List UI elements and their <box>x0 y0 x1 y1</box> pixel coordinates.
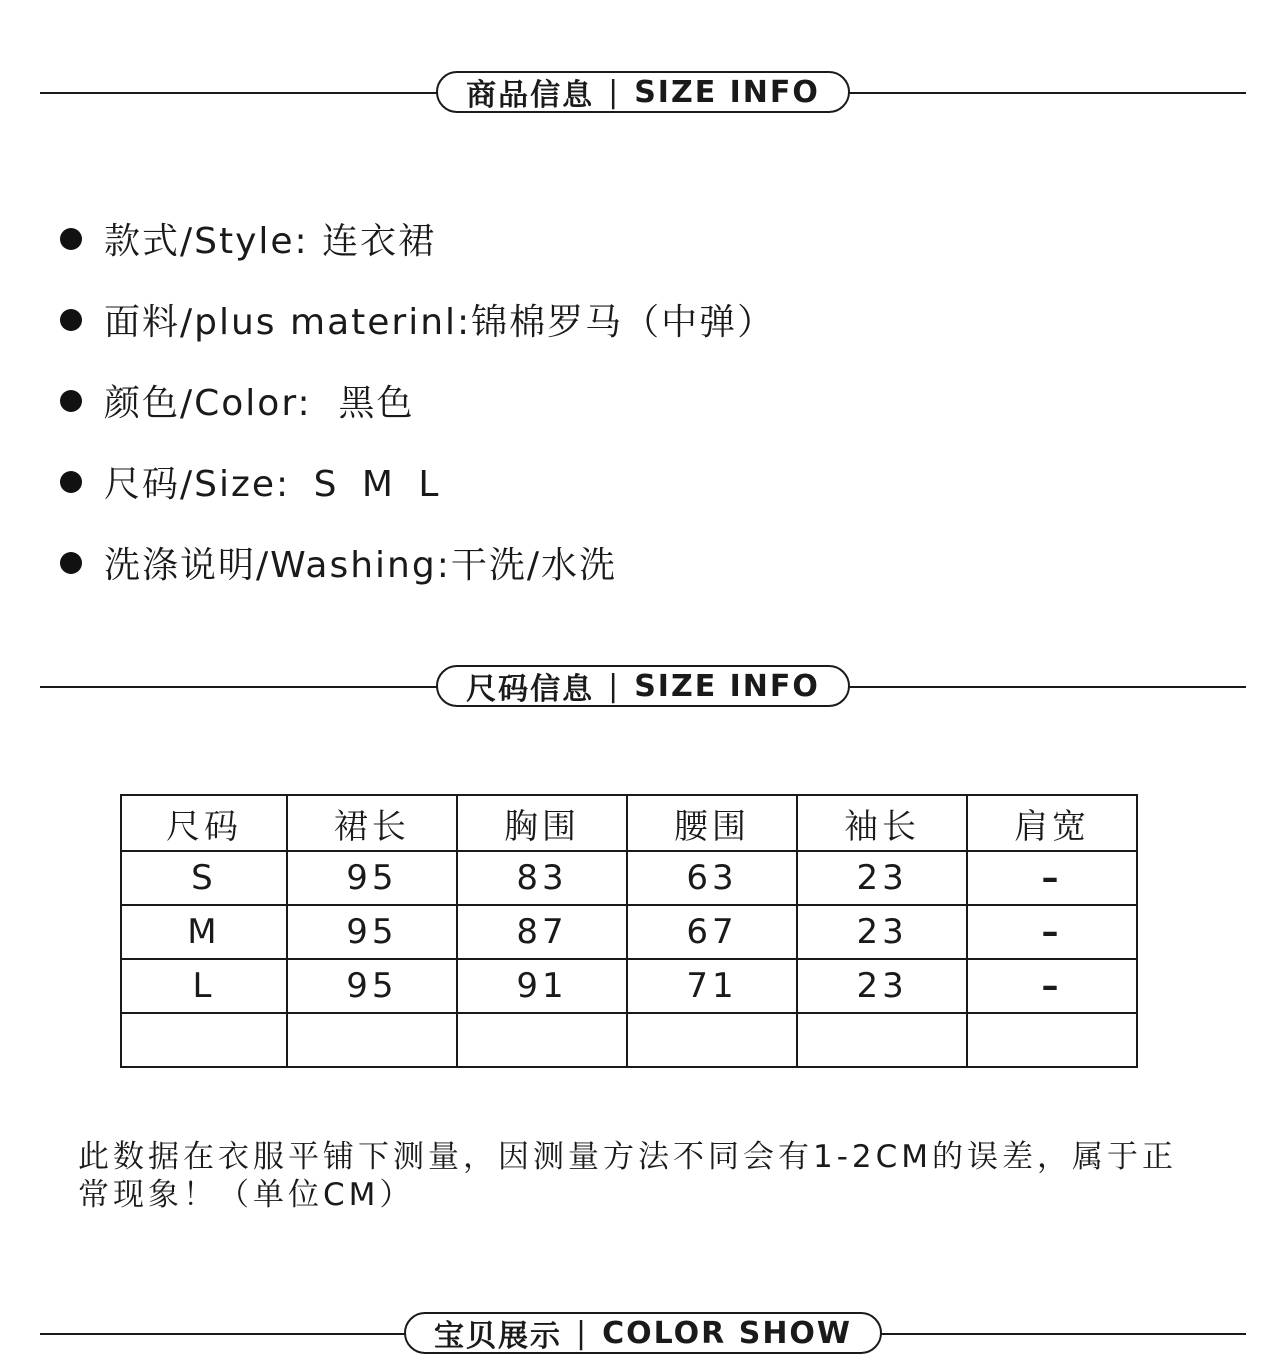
header-pill <box>436 665 850 707</box>
table-cell: – <box>967 905 1137 959</box>
header-title-en: COLOR SHOW <box>602 1315 853 1351</box>
table-cell: L <box>121 959 287 1013</box>
table-cell: M <box>121 905 287 959</box>
attribute-washing: 洗涤说明/Washing:干洗/水洗 <box>60 522 775 603</box>
table-row <box>121 851 1137 905</box>
header-title-cn: 宝贝展示 <box>433 1319 562 1354</box>
table-cell <box>121 1013 287 1067</box>
color-show-header <box>40 1309 1246 1357</box>
column-header: 胸围 <box>457 795 627 851</box>
table-cell: 23 <box>797 851 967 905</box>
header-title-cn: 尺码信息 <box>466 672 595 707</box>
table-cell: 23 <box>797 959 967 1013</box>
column-header: 袖长 <box>797 795 967 851</box>
column-header: 肩宽 <box>967 795 1137 851</box>
attribute-color: 颜色/Color: 黑色 <box>60 360 775 441</box>
table-row <box>121 905 1137 959</box>
header-title-en: SIZE INFO <box>634 668 820 704</box>
product-info-header <box>40 68 1246 116</box>
table-cell <box>967 1013 1137 1067</box>
size-info-header <box>40 662 1246 710</box>
bullet-icon <box>60 471 82 493</box>
header-title-en: SIZE INFO <box>634 74 820 110</box>
column-header: 腰围 <box>627 795 797 851</box>
bullet-icon <box>60 552 82 574</box>
table-cell: S <box>121 851 287 905</box>
table-cell: 95 <box>287 905 457 959</box>
table-cell <box>797 1013 967 1067</box>
table-cell <box>287 1013 457 1067</box>
table-cell: 67 <box>627 905 797 959</box>
attribute-material: 面料/plus materinl:锦棉罗马（中弹） <box>60 279 775 360</box>
table-cell: 91 <box>457 959 627 1013</box>
attribute-size: 尺码/Size: S M L <box>60 441 775 522</box>
header-separator: | <box>608 74 621 110</box>
table-cell: – <box>967 959 1137 1013</box>
header-pill <box>404 1312 882 1354</box>
measurement-note: 此数据在衣服平铺下测量，因测量方法不同会有1-2CM的误差，属于正常现象！（单位CM） <box>78 1139 1178 1213</box>
header-separator: | <box>608 668 621 704</box>
header-separator: | <box>575 1315 589 1351</box>
table-row <box>121 1013 1137 1067</box>
table-cell: – <box>967 851 1137 905</box>
attribute-style: 款式/Style: 连衣裙 <box>60 198 775 279</box>
table-cell: 95 <box>287 851 457 905</box>
table-cell: 83 <box>457 851 627 905</box>
column-header: 裙长 <box>287 795 457 851</box>
table-cell: 95 <box>287 959 457 1013</box>
header-pill <box>436 71 850 113</box>
header-title-cn: 商品信息 <box>466 78 595 113</box>
table-cell <box>627 1013 797 1067</box>
size-table <box>120 794 1138 1068</box>
table-header-row <box>121 795 1137 851</box>
column-header: 尺码 <box>121 795 287 851</box>
table-cell: 87 <box>457 905 627 959</box>
bullet-icon <box>60 228 82 250</box>
bullet-icon <box>60 390 82 412</box>
table-cell: 23 <box>797 905 967 959</box>
table-row <box>121 959 1137 1013</box>
table-cell <box>457 1013 627 1067</box>
table-cell: 63 <box>627 851 797 905</box>
bullet-icon <box>60 309 82 331</box>
table-cell: 71 <box>627 959 797 1013</box>
product-attributes-list <box>60 198 775 603</box>
